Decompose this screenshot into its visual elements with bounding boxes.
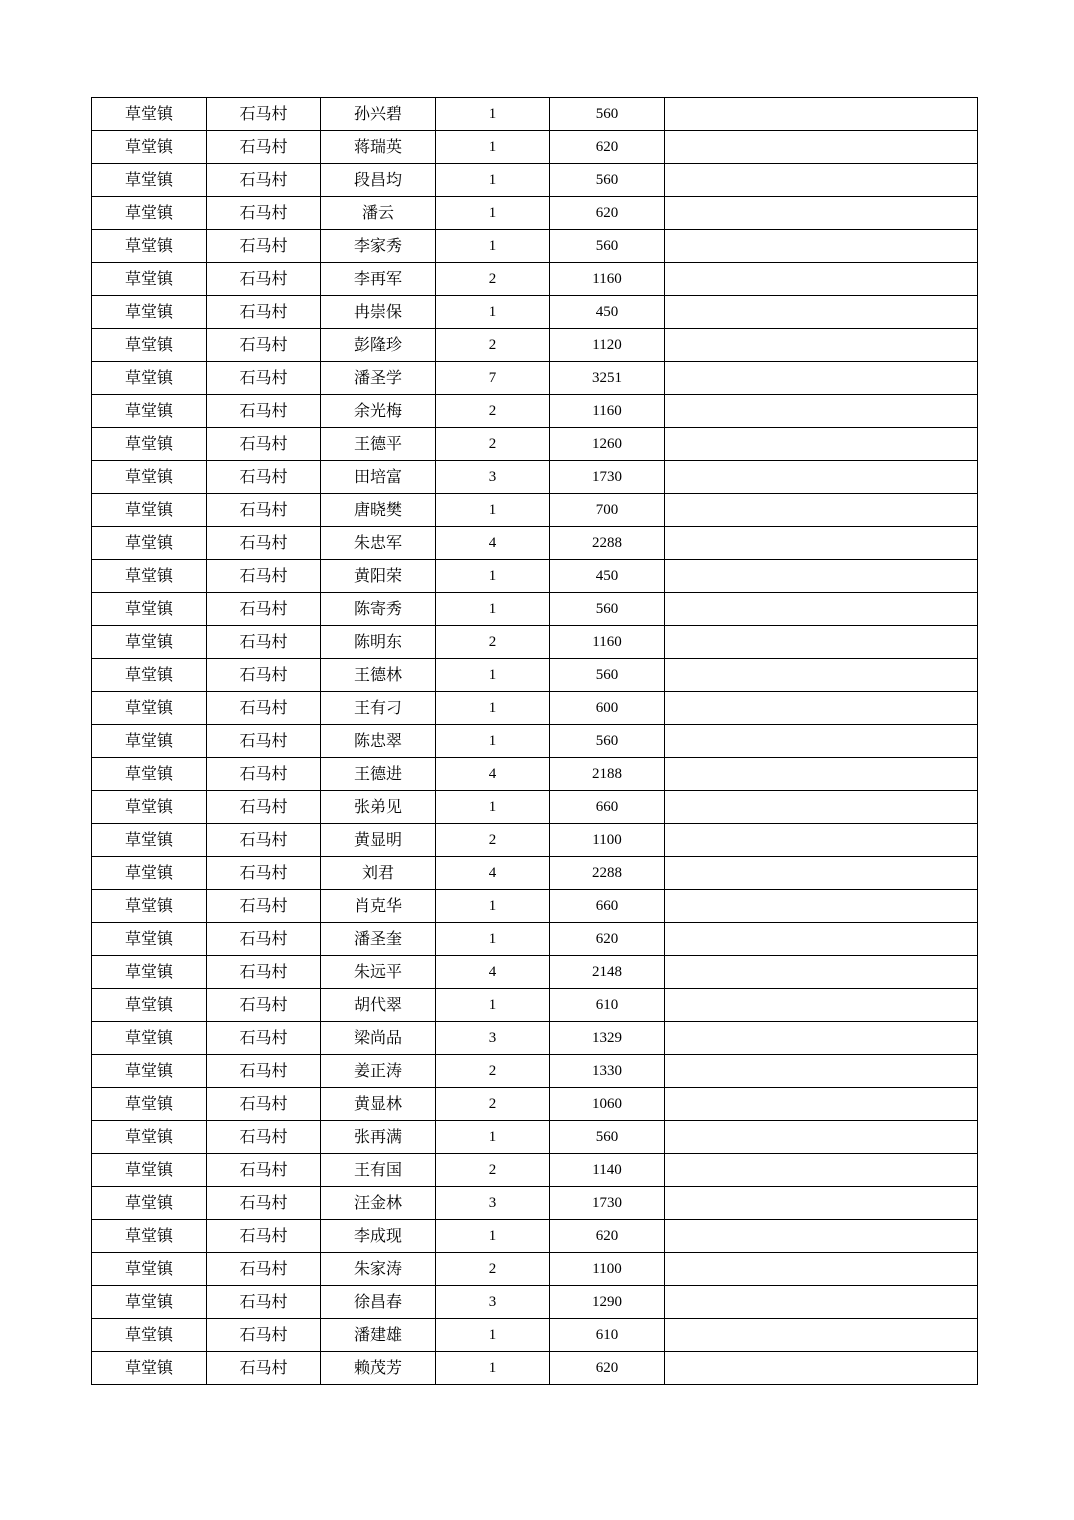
amount-cell: 560	[550, 98, 665, 131]
town-cell: 草堂镇	[92, 956, 207, 989]
household-size-cell: 2	[436, 1088, 550, 1121]
village-cell: 石马村	[207, 791, 321, 824]
table-row	[92, 725, 978, 758]
village-cell: 石马村	[207, 956, 321, 989]
village-cell: 石马村	[207, 98, 321, 131]
household-size-cell: 2	[436, 428, 550, 461]
name-cell: 黄显林	[321, 1088, 436, 1121]
remark-cell	[665, 1319, 978, 1352]
amount-cell: 1160	[550, 395, 665, 428]
town-cell: 草堂镇	[92, 758, 207, 791]
remark-cell	[665, 131, 978, 164]
table-row	[92, 989, 978, 1022]
name-cell: 赖茂芳	[321, 1352, 436, 1385]
town-cell: 草堂镇	[92, 824, 207, 857]
remark-cell	[665, 527, 978, 560]
town-cell: 草堂镇	[92, 1022, 207, 1055]
village-cell: 石马村	[207, 1154, 321, 1187]
table-row	[92, 791, 978, 824]
amount-cell: 2188	[550, 758, 665, 791]
town-cell: 草堂镇	[92, 263, 207, 296]
name-cell: 朱远平	[321, 956, 436, 989]
household-size-cell: 1	[436, 560, 550, 593]
remark-cell	[665, 626, 978, 659]
amount-cell: 620	[550, 131, 665, 164]
household-size-cell: 1	[436, 1220, 550, 1253]
amount-cell: 1120	[550, 329, 665, 362]
table-body	[92, 98, 978, 1385]
village-cell: 石马村	[207, 890, 321, 923]
amount-cell: 1100	[550, 1253, 665, 1286]
amount-cell: 660	[550, 791, 665, 824]
town-cell: 草堂镇	[92, 428, 207, 461]
household-size-cell: 4	[436, 527, 550, 560]
remark-cell	[665, 428, 978, 461]
remark-cell	[665, 725, 978, 758]
remark-cell	[665, 1286, 978, 1319]
village-cell: 石马村	[207, 362, 321, 395]
amount-cell: 2148	[550, 956, 665, 989]
name-cell: 王有国	[321, 1154, 436, 1187]
household-size-cell: 4	[436, 956, 550, 989]
remark-cell	[665, 395, 978, 428]
household-size-cell: 1	[436, 164, 550, 197]
household-size-cell: 3	[436, 1286, 550, 1319]
village-cell: 石马村	[207, 1286, 321, 1319]
table-row	[92, 626, 978, 659]
amount-cell: 3251	[550, 362, 665, 395]
village-cell: 石马村	[207, 230, 321, 263]
household-size-cell: 1	[436, 989, 550, 1022]
remark-cell	[665, 1187, 978, 1220]
remark-cell	[665, 956, 978, 989]
table-row	[92, 1121, 978, 1154]
village-cell: 石马村	[207, 626, 321, 659]
town-cell: 草堂镇	[92, 527, 207, 560]
town-cell: 草堂镇	[92, 659, 207, 692]
remark-cell	[665, 560, 978, 593]
table-row	[92, 395, 978, 428]
village-cell: 石马村	[207, 1253, 321, 1286]
remark-cell	[665, 494, 978, 527]
household-size-cell: 2	[436, 1055, 550, 1088]
town-cell: 草堂镇	[92, 1055, 207, 1088]
table-row	[92, 1286, 978, 1319]
household-size-cell: 3	[436, 461, 550, 494]
remark-cell	[665, 989, 978, 1022]
household-size-cell: 1	[436, 692, 550, 725]
town-cell: 草堂镇	[92, 461, 207, 494]
table-row	[92, 461, 978, 494]
village-cell: 石马村	[207, 197, 321, 230]
town-cell: 草堂镇	[92, 1220, 207, 1253]
amount-cell: 660	[550, 890, 665, 923]
table-row	[92, 1220, 978, 1253]
amount-cell: 1260	[550, 428, 665, 461]
amount-cell: 700	[550, 494, 665, 527]
amount-cell: 450	[550, 296, 665, 329]
table-row	[92, 593, 978, 626]
name-cell: 刘君	[321, 857, 436, 890]
village-cell: 石马村	[207, 1088, 321, 1121]
town-cell: 草堂镇	[92, 296, 207, 329]
name-cell: 彭隆珍	[321, 329, 436, 362]
name-cell: 朱家涛	[321, 1253, 436, 1286]
name-cell: 王德进	[321, 758, 436, 791]
village-cell: 石马村	[207, 527, 321, 560]
table-row	[92, 560, 978, 593]
remark-cell	[665, 1121, 978, 1154]
table-row	[92, 1088, 978, 1121]
remark-cell	[665, 659, 978, 692]
household-size-cell: 1	[436, 890, 550, 923]
remark-cell	[665, 1253, 978, 1286]
remark-cell	[665, 164, 978, 197]
name-cell: 孙兴碧	[321, 98, 436, 131]
household-size-cell: 2	[436, 395, 550, 428]
table-row	[92, 98, 978, 131]
town-cell: 草堂镇	[92, 164, 207, 197]
household-size-cell: 1	[436, 131, 550, 164]
town-cell: 草堂镇	[92, 131, 207, 164]
amount-cell: 1100	[550, 824, 665, 857]
household-size-cell: 1	[436, 1319, 550, 1352]
remark-cell	[665, 1022, 978, 1055]
village-cell: 石马村	[207, 560, 321, 593]
name-cell: 李成现	[321, 1220, 436, 1253]
remark-cell	[665, 1220, 978, 1253]
household-size-cell: 2	[436, 1253, 550, 1286]
table-row	[92, 659, 978, 692]
table-row	[92, 1022, 978, 1055]
town-cell: 草堂镇	[92, 1352, 207, 1385]
town-cell: 草堂镇	[92, 230, 207, 263]
village-cell: 石马村	[207, 824, 321, 857]
name-cell: 陈明东	[321, 626, 436, 659]
table-row	[92, 164, 978, 197]
village-cell: 石马村	[207, 1220, 321, 1253]
amount-cell: 560	[550, 230, 665, 263]
name-cell: 潘建雄	[321, 1319, 436, 1352]
household-size-cell: 1	[436, 791, 550, 824]
town-cell: 草堂镇	[92, 626, 207, 659]
remark-cell	[665, 230, 978, 263]
table-row	[92, 329, 978, 362]
town-cell: 草堂镇	[92, 725, 207, 758]
town-cell: 草堂镇	[92, 857, 207, 890]
table-row	[92, 428, 978, 461]
village-cell: 石马村	[207, 263, 321, 296]
village-cell: 石马村	[207, 593, 321, 626]
name-cell: 王德平	[321, 428, 436, 461]
amount-cell: 1730	[550, 461, 665, 494]
name-cell: 陈忠翠	[321, 725, 436, 758]
name-cell: 唐晓樊	[321, 494, 436, 527]
remark-cell	[665, 362, 978, 395]
town-cell: 草堂镇	[92, 1286, 207, 1319]
name-cell: 王有刁	[321, 692, 436, 725]
household-size-cell: 4	[436, 857, 550, 890]
village-cell: 石马村	[207, 164, 321, 197]
village-cell: 石马村	[207, 1187, 321, 1220]
amount-cell: 1160	[550, 626, 665, 659]
village-cell: 石马村	[207, 1352, 321, 1385]
town-cell: 草堂镇	[92, 692, 207, 725]
remark-cell	[665, 1088, 978, 1121]
remark-cell	[665, 461, 978, 494]
remark-cell	[665, 857, 978, 890]
amount-cell: 610	[550, 989, 665, 1022]
amount-cell: 1730	[550, 1187, 665, 1220]
town-cell: 草堂镇	[92, 395, 207, 428]
town-cell: 草堂镇	[92, 1154, 207, 1187]
name-cell: 李家秀	[321, 230, 436, 263]
village-cell: 石马村	[207, 494, 321, 527]
town-cell: 草堂镇	[92, 329, 207, 362]
household-size-cell: 2	[436, 329, 550, 362]
amount-cell: 600	[550, 692, 665, 725]
town-cell: 草堂镇	[92, 923, 207, 956]
amount-cell: 2288	[550, 857, 665, 890]
household-size-cell: 1	[436, 659, 550, 692]
town-cell: 草堂镇	[92, 560, 207, 593]
amount-cell: 560	[550, 1121, 665, 1154]
name-cell: 黄显明	[321, 824, 436, 857]
town-cell: 草堂镇	[92, 1121, 207, 1154]
table-row	[92, 263, 978, 296]
name-cell: 余光梅	[321, 395, 436, 428]
table-row	[92, 956, 978, 989]
town-cell: 草堂镇	[92, 890, 207, 923]
town-cell: 草堂镇	[92, 494, 207, 527]
household-size-cell: 2	[436, 824, 550, 857]
town-cell: 草堂镇	[92, 791, 207, 824]
household-size-cell: 1	[436, 1121, 550, 1154]
village-cell: 石马村	[207, 461, 321, 494]
amount-cell: 560	[550, 725, 665, 758]
amount-cell: 620	[550, 1220, 665, 1253]
amount-cell: 560	[550, 164, 665, 197]
table-row	[92, 527, 978, 560]
household-size-cell: 1	[436, 1352, 550, 1385]
village-cell: 石马村	[207, 395, 321, 428]
remark-cell	[665, 197, 978, 230]
town-cell: 草堂镇	[92, 989, 207, 1022]
table-row	[92, 1352, 978, 1385]
remark-cell	[665, 329, 978, 362]
table-row	[92, 197, 978, 230]
village-cell: 石马村	[207, 1055, 321, 1088]
name-cell: 肖克华	[321, 890, 436, 923]
town-cell: 草堂镇	[92, 362, 207, 395]
village-cell: 石马村	[207, 692, 321, 725]
amount-cell: 1290	[550, 1286, 665, 1319]
name-cell: 梁尚品	[321, 1022, 436, 1055]
table-row	[92, 890, 978, 923]
name-cell: 朱忠军	[321, 527, 436, 560]
name-cell: 段昌均	[321, 164, 436, 197]
village-cell: 石马村	[207, 1022, 321, 1055]
amount-cell: 1329	[550, 1022, 665, 1055]
village-cell: 石马村	[207, 989, 321, 1022]
amount-cell: 450	[550, 560, 665, 593]
amount-cell: 1160	[550, 263, 665, 296]
remark-cell	[665, 890, 978, 923]
name-cell: 李再军	[321, 263, 436, 296]
village-cell: 石马村	[207, 1121, 321, 1154]
household-size-cell: 3	[436, 1022, 550, 1055]
table-row	[92, 1319, 978, 1352]
data-table	[91, 97, 978, 1385]
document-page	[91, 97, 977, 1385]
village-cell: 石马村	[207, 296, 321, 329]
remark-cell	[665, 1352, 978, 1385]
amount-cell: 1060	[550, 1088, 665, 1121]
village-cell: 石马村	[207, 1319, 321, 1352]
name-cell: 汪金林	[321, 1187, 436, 1220]
household-size-cell: 1	[436, 230, 550, 263]
household-size-cell: 1	[436, 296, 550, 329]
table-row	[92, 758, 978, 791]
amount-cell: 620	[550, 197, 665, 230]
table-row	[92, 692, 978, 725]
remark-cell	[665, 692, 978, 725]
household-size-cell: 1	[436, 725, 550, 758]
table-row	[92, 824, 978, 857]
household-size-cell: 1	[436, 593, 550, 626]
name-cell: 陈寄秀	[321, 593, 436, 626]
town-cell: 草堂镇	[92, 1187, 207, 1220]
village-cell: 石马村	[207, 923, 321, 956]
name-cell: 胡代翠	[321, 989, 436, 1022]
remark-cell	[665, 758, 978, 791]
table-row	[92, 230, 978, 263]
name-cell: 冉崇保	[321, 296, 436, 329]
name-cell: 姜正涛	[321, 1055, 436, 1088]
town-cell: 草堂镇	[92, 1088, 207, 1121]
village-cell: 石马村	[207, 131, 321, 164]
amount-cell: 2288	[550, 527, 665, 560]
village-cell: 石马村	[207, 329, 321, 362]
town-cell: 草堂镇	[92, 197, 207, 230]
remark-cell	[665, 98, 978, 131]
name-cell: 王德林	[321, 659, 436, 692]
name-cell: 潘云	[321, 197, 436, 230]
remark-cell	[665, 1154, 978, 1187]
name-cell: 徐昌春	[321, 1286, 436, 1319]
amount-cell: 620	[550, 923, 665, 956]
amount-cell: 620	[550, 1352, 665, 1385]
name-cell: 张再满	[321, 1121, 436, 1154]
village-cell: 石马村	[207, 428, 321, 461]
town-cell: 草堂镇	[92, 1253, 207, 1286]
town-cell: 草堂镇	[92, 1319, 207, 1352]
remark-cell	[665, 296, 978, 329]
name-cell: 潘圣学	[321, 362, 436, 395]
village-cell: 石马村	[207, 857, 321, 890]
amount-cell: 1330	[550, 1055, 665, 1088]
village-cell: 石马村	[207, 659, 321, 692]
household-size-cell: 7	[436, 362, 550, 395]
amount-cell: 560	[550, 659, 665, 692]
household-size-cell: 2	[436, 1154, 550, 1187]
table-row	[92, 1253, 978, 1286]
household-size-cell: 1	[436, 98, 550, 131]
amount-cell: 560	[550, 593, 665, 626]
remark-cell	[665, 263, 978, 296]
household-size-cell: 4	[436, 758, 550, 791]
table-row	[92, 1187, 978, 1220]
name-cell: 蒋瑞英	[321, 131, 436, 164]
household-size-cell: 2	[436, 263, 550, 296]
table-row	[92, 296, 978, 329]
household-size-cell: 3	[436, 1187, 550, 1220]
town-cell: 草堂镇	[92, 593, 207, 626]
name-cell: 田培富	[321, 461, 436, 494]
remark-cell	[665, 923, 978, 956]
household-size-cell: 1	[436, 923, 550, 956]
remark-cell	[665, 791, 978, 824]
remark-cell	[665, 824, 978, 857]
remark-cell	[665, 1055, 978, 1088]
household-size-cell: 2	[436, 626, 550, 659]
table-row	[92, 1055, 978, 1088]
name-cell: 潘圣奎	[321, 923, 436, 956]
table-row	[92, 131, 978, 164]
village-cell: 石马村	[207, 758, 321, 791]
name-cell: 黄阳荣	[321, 560, 436, 593]
village-cell: 石马村	[207, 725, 321, 758]
table-row	[92, 494, 978, 527]
table-row	[92, 1154, 978, 1187]
household-size-cell: 1	[436, 197, 550, 230]
amount-cell: 1140	[550, 1154, 665, 1187]
table-row	[92, 362, 978, 395]
name-cell: 张弟见	[321, 791, 436, 824]
table-row	[92, 857, 978, 890]
amount-cell: 610	[550, 1319, 665, 1352]
table-row	[92, 923, 978, 956]
household-size-cell: 1	[436, 494, 550, 527]
remark-cell	[665, 593, 978, 626]
town-cell: 草堂镇	[92, 98, 207, 131]
